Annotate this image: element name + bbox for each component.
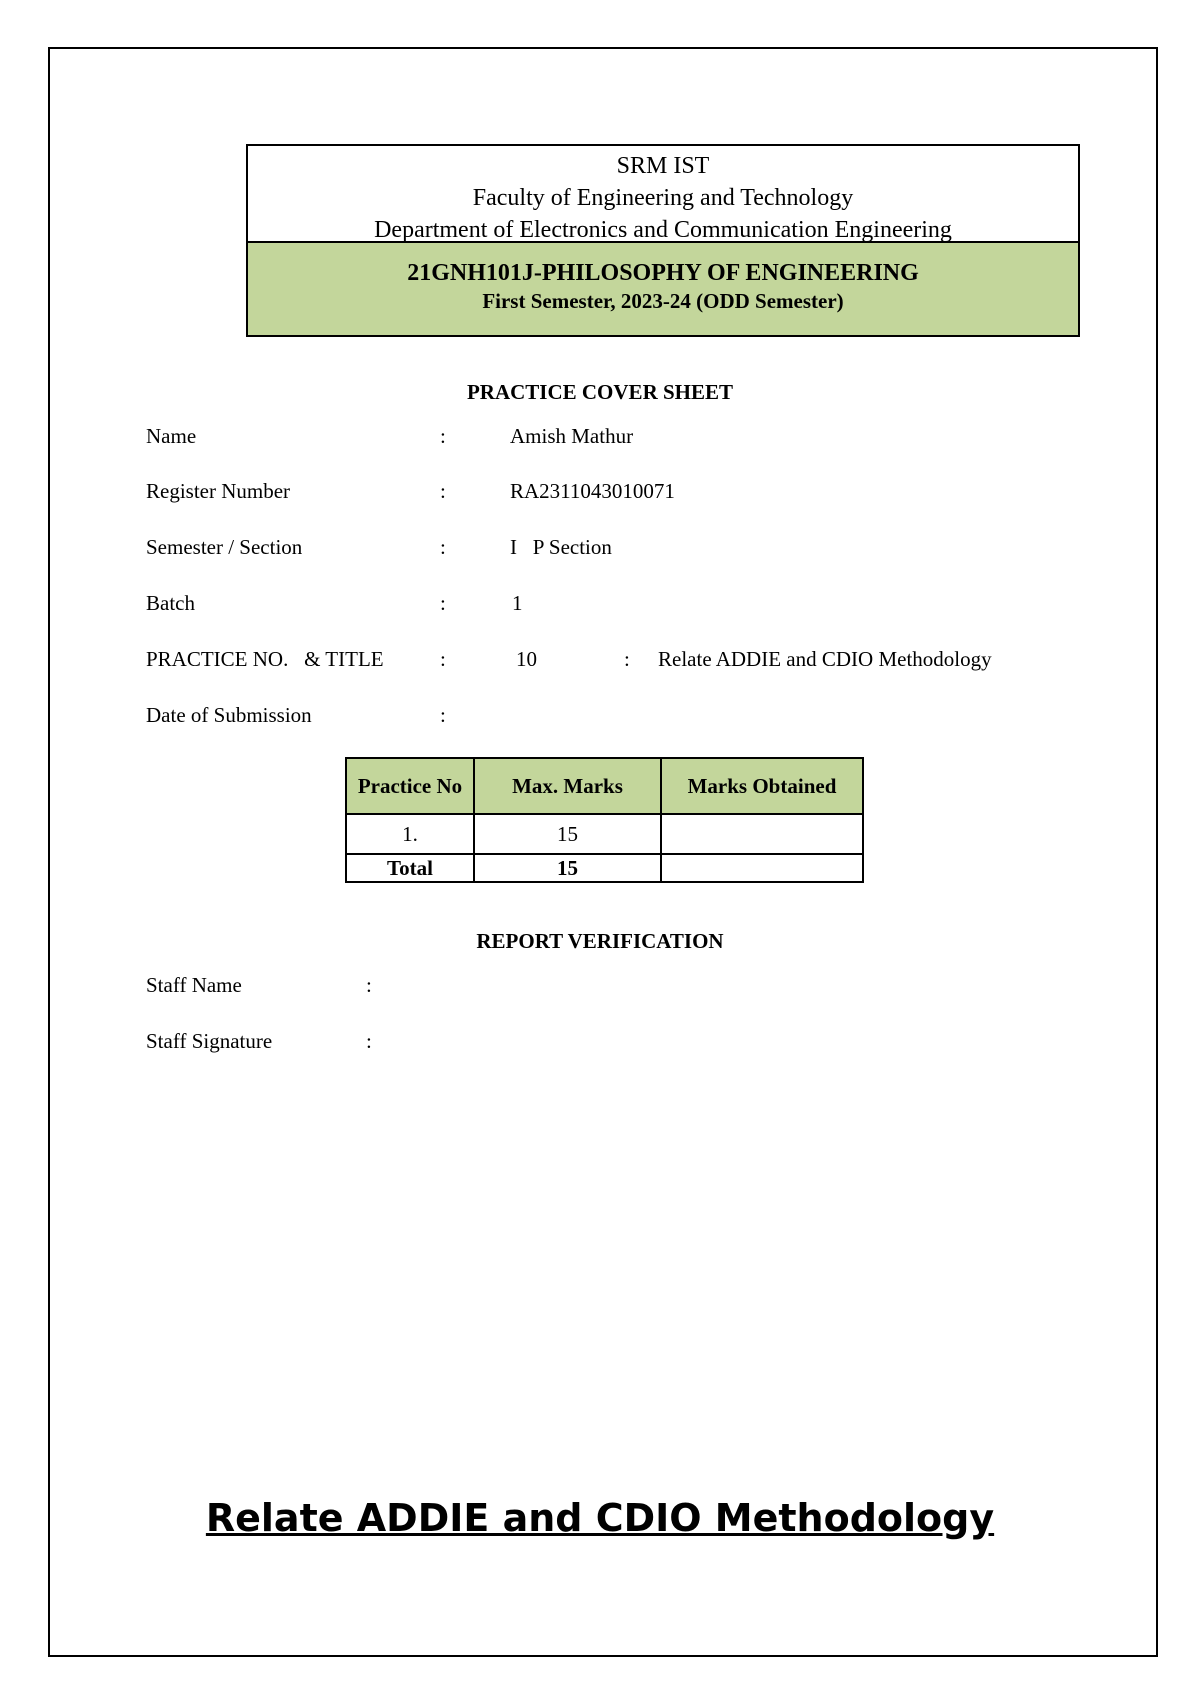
cover-sheet-heading: PRACTICE COVER SHEET [466, 380, 734, 404]
field-value: I P Section [510, 535, 612, 559]
field-value: 1 [512, 591, 523, 615]
column-header: Marks Obtained [661, 758, 863, 814]
semester-line: First Semester, 2023-24 (ODD Semester) [482, 289, 844, 313]
total-label-cell: Total [346, 854, 474, 882]
marks-table [345, 757, 864, 883]
header-box [246, 144, 1080, 337]
header-institution-block [248, 146, 1078, 243]
course-title: 21GNH101J-PHILOSOPHY OF ENGINEERING [407, 260, 919, 286]
field-colon: : [440, 535, 446, 559]
field-label: Semester / Section [146, 535, 303, 559]
field-colon: : [440, 591, 446, 615]
practice-no-cell: 1. [346, 814, 474, 854]
table-header-row [346, 758, 863, 814]
report-verification-heading: REPORT VERIFICATION [476, 929, 724, 953]
practice-number-value: 10 [516, 647, 537, 671]
institution-name: SRM IST [616, 153, 710, 179]
column-header: Max. Marks [474, 758, 661, 814]
field-colon: : [366, 973, 372, 997]
table-total-row [346, 854, 863, 882]
field-colon: : [440, 647, 446, 671]
marks-obtained-cell [661, 814, 863, 854]
field-label: Staff Name [146, 973, 242, 997]
total-obtained-cell [661, 854, 863, 882]
total-max-marks-cell: 15 [474, 854, 661, 882]
field-colon: : [440, 703, 446, 727]
field-label: Name [146, 424, 197, 448]
document-title: Relate ADDIE and CDIO Methodology [205, 1496, 995, 1540]
field-label: Register Number [146, 479, 291, 503]
department-name: Department of Electronics and Communication Engineering [374, 217, 952, 243]
field-label: Batch [146, 591, 195, 615]
field-label: Date of Submission [146, 703, 312, 727]
field-colon: : [624, 647, 630, 671]
faculty-name: Faculty of Engineering and Technology [472, 185, 854, 211]
field-value: Amish Mathur [510, 424, 634, 448]
table-row [346, 814, 863, 854]
field-colon: : [440, 479, 446, 503]
practice-title-value: Relate ADDIE and CDIO Methodology [658, 647, 992, 671]
max-marks-cell: 15 [474, 814, 661, 854]
column-header: Practice No [346, 758, 474, 814]
field-value: RA2311043010071 [510, 479, 675, 503]
field-label: Staff Signature [146, 1029, 273, 1053]
course-band [248, 243, 1078, 335]
field-colon: : [440, 424, 446, 448]
field-label: PRACTICE NO. & TITLE [146, 647, 384, 671]
field-colon: : [366, 1029, 372, 1053]
